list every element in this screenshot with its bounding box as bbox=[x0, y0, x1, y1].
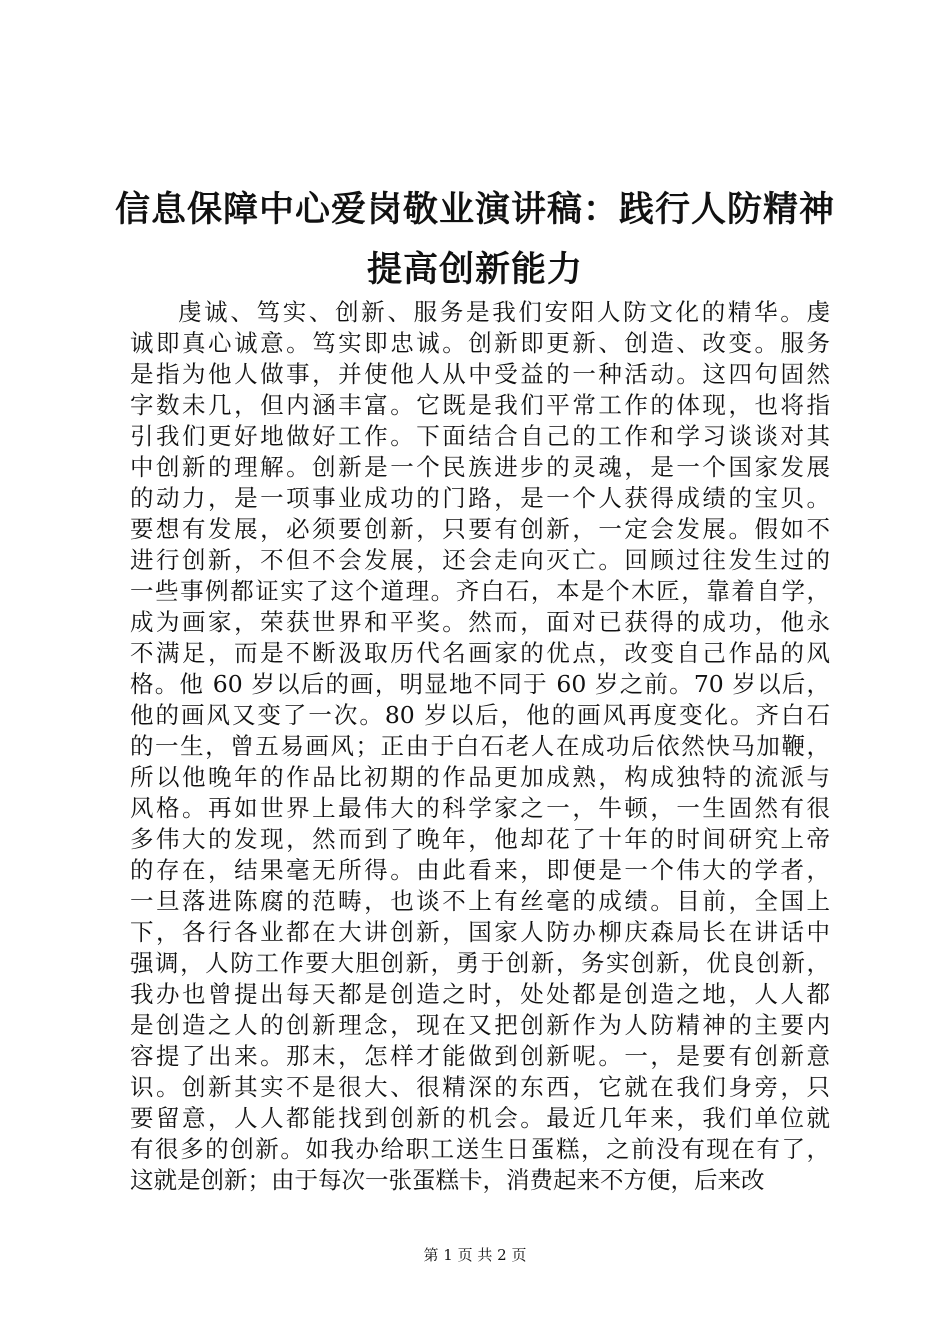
body-line: 强调，人防工作要大胆创新，勇于创新，务实创新，优良创新， bbox=[130, 949, 830, 977]
body-line: 是创造之人的创新理念，现在又把创新作为人防精神的主要内 bbox=[130, 1011, 830, 1039]
body-line: 诚即真心诚意。笃实即忠诚。创新即更新、创造、改变。服务 bbox=[130, 329, 830, 357]
body-line: 一些事例都证实了这个道理。齐白石，本是个木匠，靠着自学， bbox=[130, 577, 830, 605]
body-line: 的一生，曾五易画风；正由于白石老人在成功后依然快马加鞭， bbox=[130, 732, 830, 760]
body-line: 下，各行各业都在大讲创新，国家人防办柳庆森局长在讲话中 bbox=[130, 918, 830, 946]
body-line: 这就是创新；由于每次一张蛋糕卡，消费起来不方便，后来改 bbox=[130, 1166, 765, 1194]
body-line: 是指为他人做事，并使他人从中受益的一种活动。这四句固然 bbox=[130, 360, 830, 388]
body-line: 所以他晚年的作品比初期的作品更加成熟，构成独特的流派与 bbox=[130, 763, 830, 791]
body-line: 进行创新，不但不会发展，还会走向灭亡。回顾过往发生过的 bbox=[130, 546, 830, 574]
body-line: 识。创新其实不是很大、很精深的东西，它就在我们身旁，只 bbox=[130, 1073, 830, 1101]
document-title-line-2: 提高创新能力 bbox=[366, 249, 583, 290]
page-footer: 第 1 页 共 2 页 bbox=[423, 1246, 527, 1264]
body-line: 的存在，结果毫无所得。由此看来，即便是一个伟大的学者， bbox=[130, 856, 830, 884]
body-line: 引我们更好地做好工作。下面结合自己的工作和学习谈谈对其 bbox=[130, 422, 830, 450]
body-line: 字数未几，但内涵丰富。它既是我们平常工作的体现，也将指 bbox=[130, 391, 830, 419]
body-line: 他的画风又变了一次。80 岁以后，他的画风再度变化。齐白石 bbox=[130, 701, 830, 729]
body-line: 容提了出来。那末，怎样才能做到创新呢。一，是要有创新意 bbox=[130, 1042, 830, 1070]
document-title-line-1: 信息保障中心爱岗敬业演讲稿：践行人防精神 bbox=[114, 189, 835, 230]
body-line: 一旦落进陈腐的范畴，也谈不上有丝毫的成绩。目前，全国上 bbox=[130, 887, 830, 915]
body-line: 风格。再如世界上最伟大的科学家之一，牛顿，一生固然有很 bbox=[130, 794, 830, 822]
body-line: 有很多的创新。如我办给职工送生日蛋糕，之前没有现在有了， bbox=[130, 1135, 830, 1163]
body-line: 中创新的理解。创新是一个民族进步的灵魂，是一个国家发展 bbox=[130, 453, 830, 481]
body-line: 的动力，是一项事业成功的门路，是一个人获得成绩的宝贝。 bbox=[130, 484, 830, 512]
body-line: 要想有发展，必须要创新，只要有创新，一定会发展。假如不 bbox=[130, 515, 830, 543]
document-body bbox=[130, 297, 830, 1196]
body-line: 虔诚、笃实、创新、服务是我们安阳人防文化的精华。虔 bbox=[178, 298, 830, 326]
body-line: 要留意，人人都能找到创新的机会。最近几年来，我们单位就 bbox=[130, 1104, 830, 1132]
body-line: 格。他 60 岁以后的画，明显地不同于 60 岁之前。70 岁以后， bbox=[130, 670, 830, 698]
body-line: 我办也曾提出每天都是创造之时，处处都是创造之地，人人都 bbox=[130, 980, 830, 1008]
body-line: 不满足，而是不断汲取历代名画家的优点，改变自己作品的风 bbox=[130, 639, 830, 667]
body-line: 多伟大的发现，然而到了晚年，他却花了十年的时间研究上帝 bbox=[130, 825, 830, 853]
body-line: 成为画家，荣获世界和平奖。然而，面对已获得的成功，他永 bbox=[130, 608, 830, 636]
